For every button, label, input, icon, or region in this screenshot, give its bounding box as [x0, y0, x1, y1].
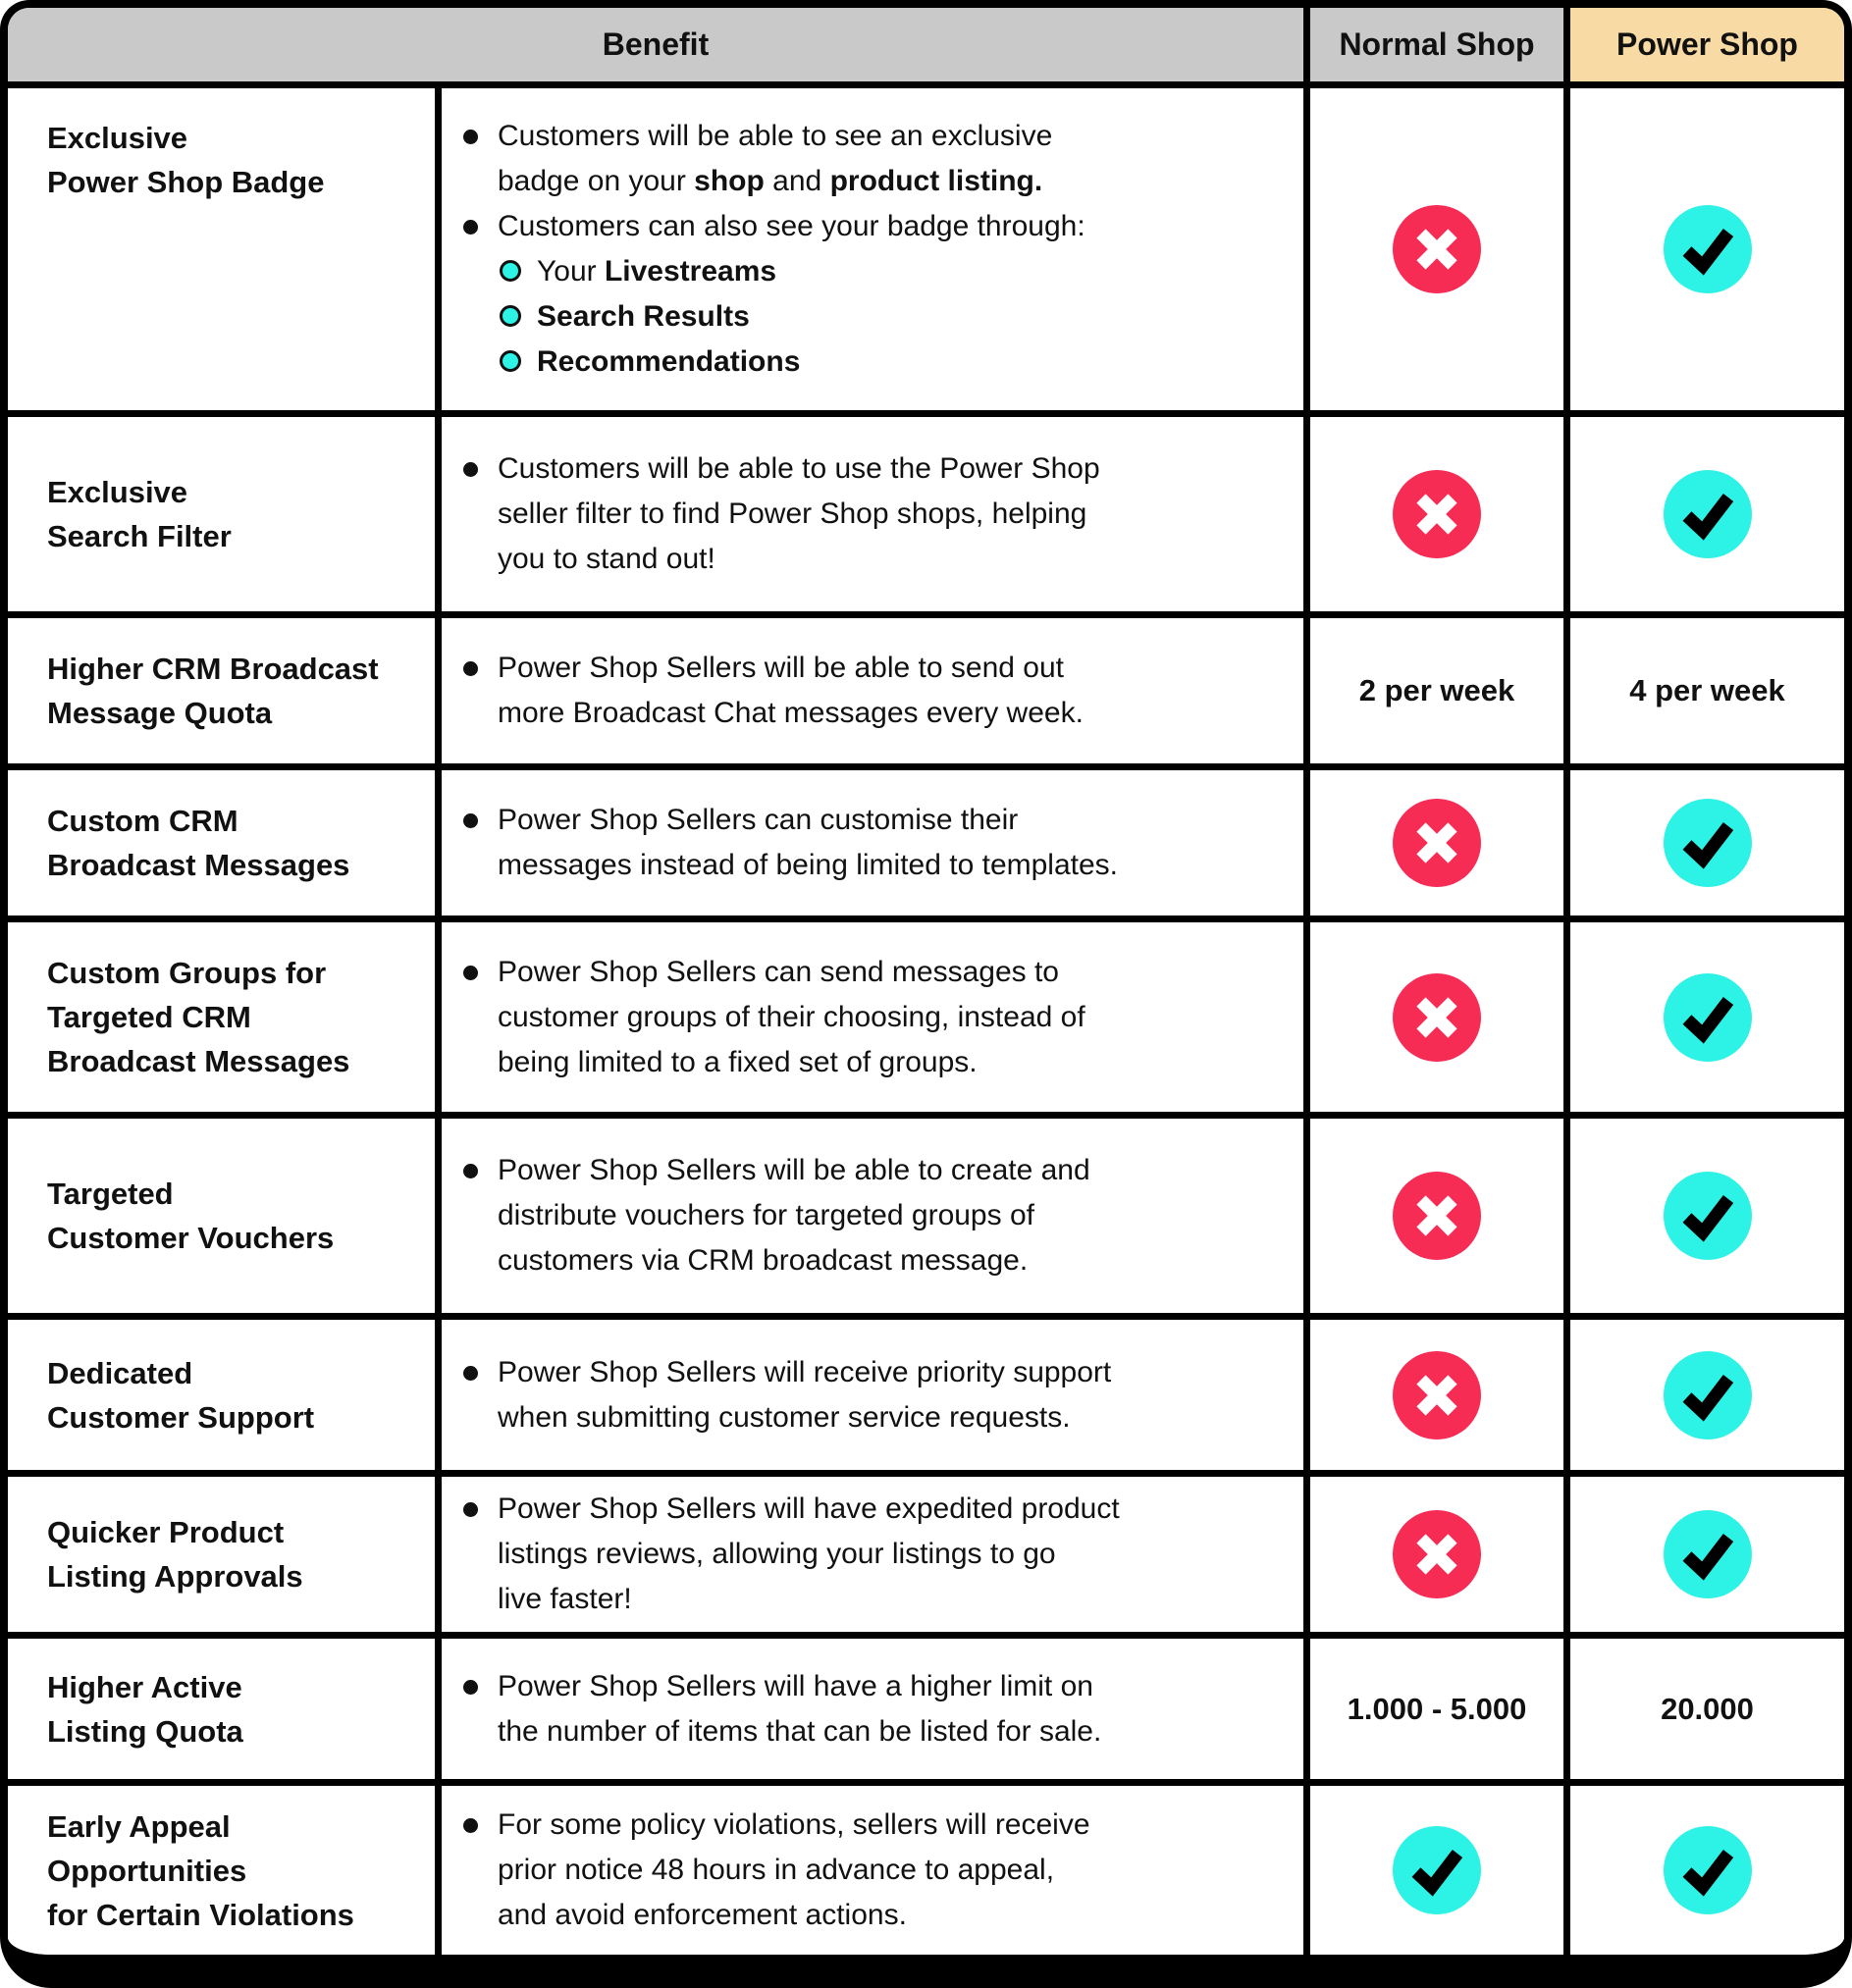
benefit-title-line: Power Shop Badge	[47, 165, 325, 199]
benefit-description-cell	[442, 1639, 1310, 1786]
benefit-title-line: Broadcast Messages	[47, 1044, 350, 1078]
benefit-description-cell	[442, 618, 1310, 770]
power-shop-cell	[1570, 1320, 1844, 1477]
text: Customers can also see your badge through:	[498, 210, 1085, 242]
check-icon	[1664, 205, 1752, 293]
check-icon	[1664, 799, 1752, 887]
check-icon	[1393, 1826, 1481, 1914]
benefit-title-line: Custom CRM	[47, 804, 238, 838]
bullet-marker	[463, 1164, 478, 1178]
power-shop-cell	[1570, 922, 1844, 1119]
bullet-text	[498, 950, 1280, 1085]
text: Power Shop Sellers will have a higher limit on	[498, 1669, 1093, 1702]
cross-icon	[1393, 205, 1481, 293]
bullet-text	[498, 798, 1280, 888]
bullet-text	[498, 1664, 1280, 1754]
bullet-text	[498, 204, 1280, 385]
normal-shop-cell	[1310, 1119, 1570, 1320]
bullet-marker	[463, 220, 478, 235]
text: Power Shop Sellers will be able to create and	[498, 1154, 1090, 1186]
cross-icon	[1393, 1351, 1481, 1439]
sub-bullet-item	[498, 340, 1280, 385]
text: and	[764, 165, 830, 197]
text: Customers will be able to use the Power Shop	[498, 452, 1100, 485]
bullet-item	[461, 1350, 1280, 1440]
text-line	[498, 114, 1280, 159]
bullet-marker	[463, 462, 478, 477]
text-line	[498, 204, 1280, 249]
text: Power Shop Sellers will be able to send out	[498, 652, 1065, 684]
bullet-item	[461, 950, 1280, 1085]
check-icon	[1664, 1826, 1752, 1914]
bold-text: shop	[694, 165, 765, 197]
check-icon	[1664, 1510, 1752, 1598]
cross-icon	[1393, 799, 1481, 887]
text-line	[498, 1040, 1280, 1085]
benefit-title-line: Quicker Product	[47, 1515, 285, 1549]
text: Customers will be able to see an exclusive	[498, 120, 1053, 152]
normal-shop-cell	[1310, 417, 1570, 618]
text-line	[498, 950, 1280, 995]
text: Power Shop Sellers will receive priority support	[498, 1355, 1112, 1388]
text-line	[498, 1193, 1280, 1238]
bullet-text	[498, 1148, 1280, 1283]
quota-value: 1.000 - 5.000	[1347, 1691, 1527, 1726]
bullet-text	[498, 1803, 1280, 1938]
bold-text: product listing.	[829, 165, 1043, 197]
table-grid	[8, 8, 1844, 1955]
cross-icon	[1393, 973, 1481, 1062]
text: messages instead of being limited to templates.	[498, 849, 1119, 881]
benefit-title-cell	[8, 1320, 442, 1477]
text-line	[498, 1709, 1280, 1754]
text: seller filter to find Power Shop shops, helping	[498, 497, 1087, 530]
bullet-text	[498, 1350, 1280, 1440]
bullet-item	[461, 1487, 1280, 1622]
bullet-marker	[463, 813, 478, 828]
power-shop-cell	[1570, 88, 1844, 417]
cross-icon	[1393, 1510, 1481, 1598]
benefit-description-cell	[442, 1786, 1310, 1955]
check-icon	[1664, 1351, 1752, 1439]
text: badge on your	[498, 165, 695, 197]
power-shop-cell	[1570, 1639, 1844, 1786]
text: Your	[537, 255, 605, 288]
bullet-marker	[463, 130, 478, 144]
text: live faster!	[498, 1583, 632, 1615]
text: being limited to a fixed set of groups.	[498, 1045, 978, 1078]
bullet-marker	[463, 966, 478, 980]
benefit-description-cell	[442, 1119, 1310, 1320]
text: the number of items that can be listed for sale.	[498, 1714, 1102, 1748]
text-line	[498, 446, 1280, 492]
text-line	[498, 159, 1280, 204]
text-line	[498, 843, 1280, 888]
benefit-description-cell	[442, 1320, 1310, 1477]
benefit-title-cell	[8, 770, 442, 922]
text: listings reviews, allowing your listings to go	[498, 1538, 1056, 1570]
text: and avoid enforcement actions.	[498, 1899, 907, 1931]
text: customer groups of their choosing, instead of	[498, 1000, 1085, 1033]
quota-value: 20.000	[1661, 1691, 1754, 1726]
text-line	[498, 537, 1280, 582]
text-line	[498, 1395, 1280, 1440]
benefit-title-cell	[8, 88, 442, 417]
benefit-description-cell	[442, 417, 1310, 618]
benefit-title-cell	[8, 417, 442, 618]
benefit-title-line: Higher CRM Broadcast	[47, 652, 379, 686]
benefit-title-line: Early Appeal	[47, 1808, 231, 1844]
power-shop-cell	[1570, 1477, 1844, 1639]
bullet-item	[461, 798, 1280, 888]
bullet-marker	[463, 661, 478, 676]
benefit-title-line: Dedicated	[47, 1355, 193, 1390]
bullet-text	[498, 446, 1280, 582]
text: when submitting customer service requests.	[498, 1400, 1071, 1434]
text-line	[498, 646, 1280, 691]
bullet-item	[461, 1148, 1280, 1283]
bullet-item	[461, 446, 1280, 582]
text-line	[498, 1664, 1280, 1709]
benefit-title-line: Exclusive	[47, 121, 188, 155]
bullet-item	[461, 646, 1280, 736]
bullet-text	[498, 646, 1280, 736]
power-shop-cell	[1570, 770, 1844, 922]
text-line	[498, 1148, 1280, 1193]
text-line	[498, 995, 1280, 1040]
benefit-title-line: Listing Approvals	[47, 1559, 303, 1594]
text: prior notice 48 hours in advance to appeal,	[498, 1854, 1055, 1886]
benefit-title-line: Customer Vouchers	[47, 1221, 335, 1255]
check-icon	[1664, 1172, 1752, 1260]
text-line	[498, 691, 1280, 736]
benefit-title-line: Targeted	[47, 1177, 174, 1211]
sub-bullet-item	[498, 294, 1280, 340]
bullet-item	[461, 1803, 1280, 1938]
text: Power Shop Sellers will have expedited product	[498, 1492, 1120, 1525]
benefit-description-cell	[442, 88, 1310, 417]
benefit-title-line: Targeted CRM	[47, 1000, 251, 1034]
power-shop-cell	[1570, 417, 1844, 618]
power-shop-cell	[1570, 618, 1844, 770]
bullet-item	[461, 114, 1280, 204]
text: For some policy violations, sellers will receive	[498, 1808, 1090, 1841]
text-line	[498, 1848, 1280, 1893]
text-line	[498, 492, 1280, 537]
normal-shop-cell	[1310, 770, 1570, 922]
bold-text: Livestreams	[604, 255, 777, 288]
benefit-title-line: Custom Groups for	[47, 956, 327, 990]
benefit-title-cell	[8, 618, 442, 770]
normal-shop-cell	[1310, 1786, 1570, 1955]
normal-shop-cell	[1310, 1477, 1570, 1639]
text-line	[498, 798, 1280, 843]
text: customers via CRM broadcast message.	[498, 1244, 1029, 1277]
normal-shop-cell	[1310, 922, 1570, 1119]
check-icon	[1664, 470, 1752, 558]
text-line	[498, 1350, 1280, 1395]
benefit-title-cell	[8, 1786, 442, 1955]
bullet-item	[461, 204, 1280, 385]
sub-bullet-marker	[500, 260, 521, 282]
bullet-text	[498, 114, 1280, 204]
bullet-marker	[463, 1502, 478, 1517]
cross-icon	[1393, 470, 1481, 558]
bold-text: Search Results	[537, 300, 750, 333]
benefit-title-line: for Certain Violations	[47, 1897, 354, 1932]
text-line	[498, 1532, 1280, 1577]
sub-bullet-text	[537, 294, 750, 340]
benefit-title-cell	[8, 922, 442, 1119]
benefit-title-cell	[8, 1119, 442, 1320]
normal-shop-cell	[1310, 1639, 1570, 1786]
benefit-description-cell	[442, 1477, 1310, 1639]
text: distribute vouchers for targeted groups of	[498, 1199, 1034, 1231]
header-benefit: Benefit	[8, 8, 1310, 88]
bullet-marker	[463, 1680, 478, 1695]
text: you to stand out!	[498, 543, 715, 575]
quota-value: 4 per week	[1629, 673, 1785, 707]
text: Power Shop Sellers can customise their	[498, 804, 1019, 836]
power-shop-cell	[1570, 1119, 1844, 1320]
benefit-title-line: Opportunities	[47, 1853, 247, 1888]
text: more Broadcast Chat messages every week.	[498, 697, 1084, 729]
benefit-title-line: Customer Support	[47, 1399, 315, 1435]
text: Power Shop Sellers can send messages to	[498, 955, 1059, 988]
text-line	[498, 1803, 1280, 1848]
benefit-description-cell	[442, 770, 1310, 922]
bold-text: Recommendations	[537, 345, 801, 378]
text-line	[498, 1893, 1280, 1938]
text-line	[498, 1577, 1280, 1622]
benefit-description-cell	[442, 922, 1310, 1119]
cross-icon	[1393, 1172, 1481, 1260]
normal-shop-cell	[1310, 1320, 1570, 1477]
header-normal-shop: Normal Shop	[1310, 8, 1570, 88]
text-line	[498, 1487, 1280, 1532]
sub-bullet-marker	[500, 305, 521, 327]
benefit-title-line: Message Quota	[47, 696, 273, 730]
sub-bullet-marker	[500, 350, 521, 372]
power-shop-cell	[1570, 1786, 1844, 1955]
quota-value: 2 per week	[1358, 673, 1515, 707]
header-power-shop: Power Shop	[1570, 8, 1844, 88]
benefit-title-line: Broadcast Messages	[47, 848, 350, 882]
bullet-item	[461, 1664, 1280, 1754]
benefit-title-cell	[8, 1639, 442, 1786]
bullet-text	[498, 1487, 1280, 1622]
sub-bullet-item	[498, 249, 1280, 294]
normal-shop-cell	[1310, 88, 1570, 417]
bullet-marker	[463, 1366, 478, 1381]
benefit-title-line: Higher Active	[47, 1669, 242, 1704]
check-icon	[1664, 973, 1752, 1062]
normal-shop-cell	[1310, 618, 1570, 770]
text-line	[498, 1238, 1280, 1283]
benefit-title-line: Listing Quota	[47, 1713, 243, 1749]
benefit-title-line: Search Filter	[47, 519, 232, 553]
sub-bullet-text	[537, 249, 776, 294]
sub-bullet-text	[537, 340, 800, 385]
bullet-marker	[463, 1818, 478, 1833]
benefit-title-cell	[8, 1477, 442, 1639]
benefit-title-line: Exclusive	[47, 475, 188, 509]
